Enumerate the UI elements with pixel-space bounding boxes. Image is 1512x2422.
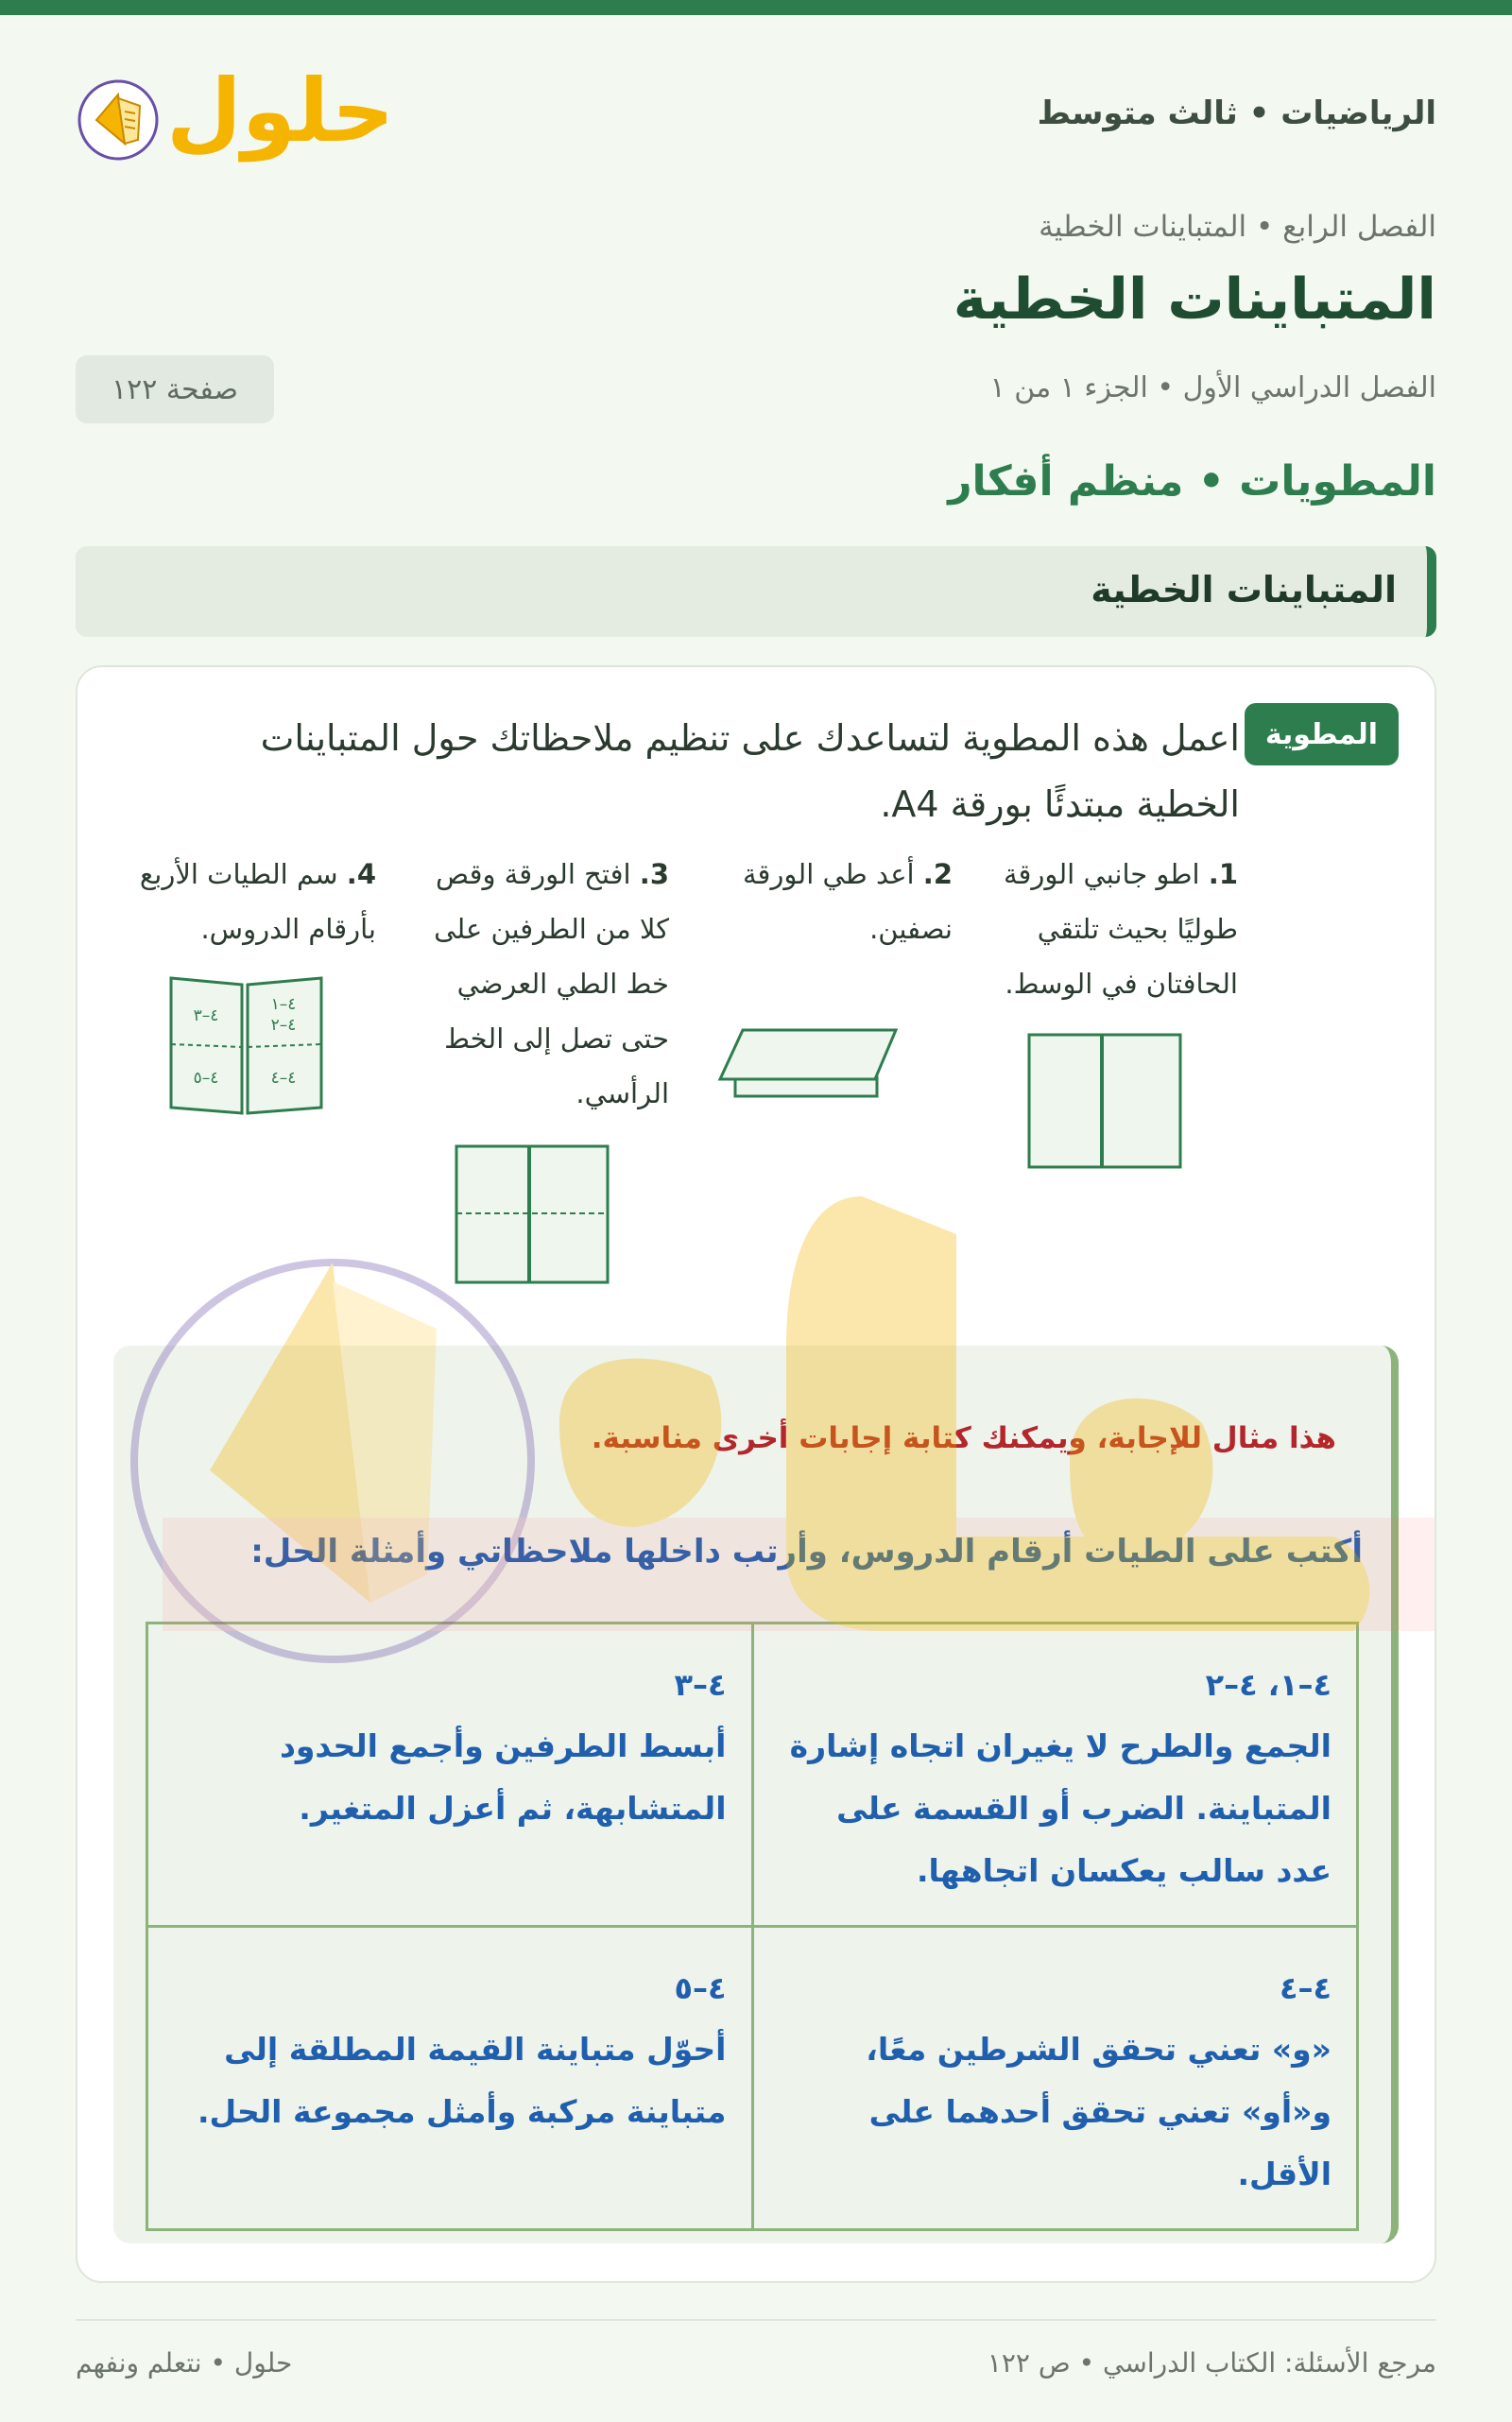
answer-box	[113, 1346, 1399, 2243]
step-2-illustration	[716, 1026, 902, 1117]
cell-body: أبسط الطرفين وأجمع الحدود المتشابهة، ثم أعزل المتغير.	[279, 1727, 727, 1827]
answer-note: هذا مثال للإجابة، ويمكنك كتابة إجابات أخرى مناسبة.	[591, 1421, 1336, 1455]
logo-book-icon	[76, 77, 161, 163]
step-text: أعد طي الورقة نصفين.	[743, 858, 953, 945]
flap-label-1: ٤–١	[270, 995, 297, 1014]
grid-cell-4-1-4-2	[752, 1623, 1358, 1927]
cell-body: الجمع والطرح لا يغيران اتجاه إشارة المتباينة. الضرب أو القسمة على عدد سالب يعكسان اتجاهها.	[789, 1727, 1332, 1889]
flap-label-4: ٤–٤	[270, 1069, 297, 1088]
chapter-breadcrumb: الفصل الرابع • المتباينات الخطية	[1039, 210, 1436, 244]
step-4	[112, 847, 376, 956]
step-text: سم الطيات الأربع بأرقام الدروس.	[139, 858, 376, 945]
cell-title: ٤–٥	[674, 1970, 727, 2006]
foldable-tag: المطوية	[1245, 703, 1399, 765]
step-text: اطو جانبي الورقة طوليًا بحيث تلتقي الحافتان في الوسط.	[1003, 858, 1238, 1000]
footer-divider	[76, 2319, 1436, 2321]
flap-label-5: ٤–٥	[193, 1069, 219, 1088]
step-number: 4.	[346, 858, 376, 890]
step-1	[983, 847, 1238, 1011]
page-number-badge: صفحة ١٢٢	[76, 355, 274, 423]
foldable-intro: اعمل هذه المطوية لتساعدك على تنظيم ملاحظاتك حول المتباينات الخطية مبتدئًا بورقة A4.	[260, 717, 1240, 825]
grid-cell-4-4	[752, 1927, 1358, 2230]
step-number: 3.	[639, 858, 669, 890]
brand-logo	[76, 60, 395, 170]
step-3-illustration	[454, 1143, 610, 1285]
lesson-bar-title: المتباينات الخطية	[1091, 569, 1397, 610]
answer-prompt: أكتب على الطيات أرقام الدروس، وأرتب داخلها ملاحظاتي وأمثلة الحل:	[250, 1533, 1363, 1571]
flap-label-2: ٤–٢	[270, 1016, 297, 1035]
page-title: المتباينات الخطية	[953, 266, 1436, 333]
section-heading: المطويات • منظم أفكار	[948, 457, 1436, 506]
top-accent-bar	[0, 0, 1512, 15]
foldable-card	[76, 665, 1436, 2283]
cell-body: «و» تعني تحقق الشرطين معًا، و«أو» تعني تحقق أحدهما على الأقل.	[866, 2031, 1332, 2192]
step-1-illustration	[1026, 1032, 1183, 1170]
cell-body: أحوّل متباينة القيمة المطلقة إلى متباينة مركبة وأمثل مجموعة الحل.	[198, 2031, 727, 2130]
cell-title: ٤–٣	[674, 1667, 727, 1703]
grid-cell-4-3	[147, 1623, 753, 1927]
step-4-illustration	[168, 975, 325, 1117]
foldable-answer-grid	[146, 1622, 1359, 2231]
subject-label: الرياضيات • ثالث متوسط	[1037, 94, 1436, 132]
step-2	[726, 847, 953, 956]
step-3	[404, 847, 669, 1121]
step-number: 1.	[1208, 858, 1238, 890]
cell-title: ٤–٤	[1279, 1970, 1332, 2006]
lesson-bar	[76, 546, 1436, 637]
step-number: 2.	[922, 858, 953, 890]
semester-label: الفصل الدراسي الأول • الجزء ١ من ١	[989, 371, 1436, 404]
flap-label-3: ٤–٣	[193, 1006, 219, 1025]
step-text: افتح الورقة وقص كلا من الطرفين على خط الطي العرضي حتى تصل إلى الخط الرأسي.	[434, 858, 669, 1109]
grid-cell-4-5	[147, 1927, 753, 2230]
footer-brand: حلول • نتعلم ونفهم	[76, 2347, 293, 2379]
footer-reference: مرجع الأسئلة: الكتاب الدراسي • ص ١٢٢	[987, 2347, 1436, 2379]
cell-title: ٤–١، ٤–٢	[1205, 1667, 1332, 1703]
logo-wordmark: حلول	[166, 60, 395, 162]
